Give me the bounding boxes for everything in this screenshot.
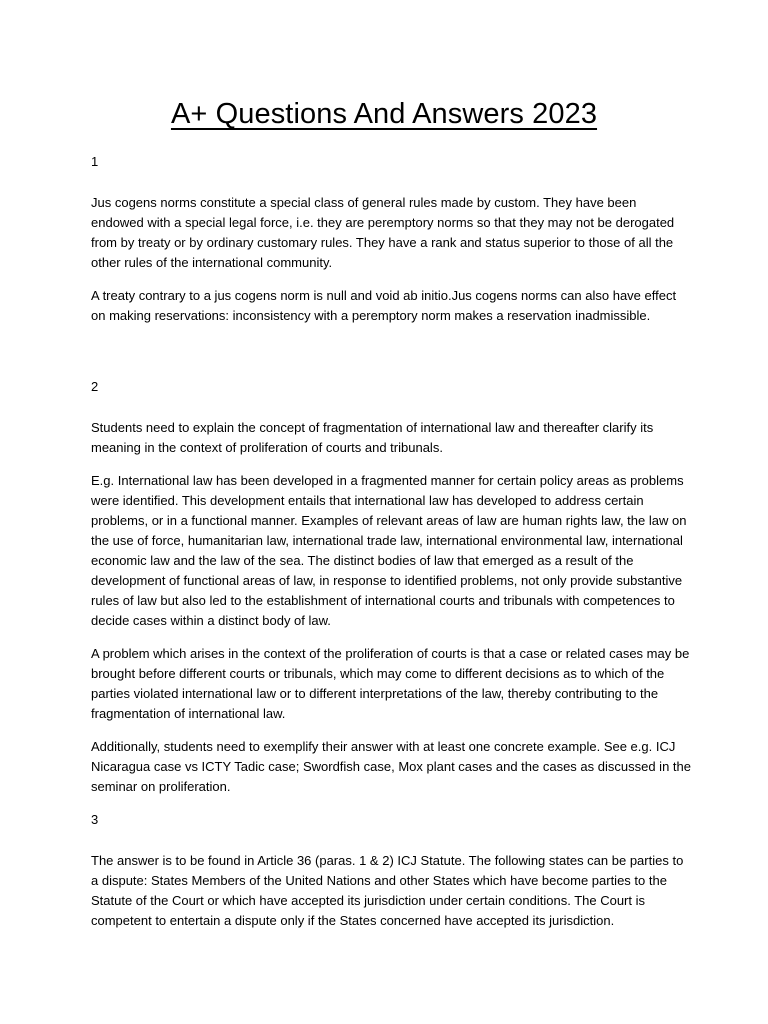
section-number: 2	[91, 379, 99, 394]
document-title-text: A+ Questions And Answers 2023	[170, 98, 598, 130]
section-number: 3	[91, 812, 99, 827]
paragraph: A problem which arises in the context of the proliferation of courts is that a case or related cases may be brought before different courts or tribunals, which may come to different decisions as to which of the parties violated international law or to different interpretations of the law, thereby contributing to the fragmentation of international law.	[91, 646, 690, 721]
document-title	[0, 94, 768, 131]
paragraph: Jus cogens norms constitute a special class of general rules made by custom. They have been endowed with a special legal force, i.e. they are peremptory norms so that they may not be derogated from by treaty or by ordinary customary rules. They have a rank and status superior to those of all the other rules of the international community.	[91, 195, 675, 270]
paragraph: Additionally, students need to exemplify their answer with at least one concrete example. See e.g. ICJ Nicaragua case vs ICTY Tadic case; Swordfish case, Mox plant cases and the cases as discussed in the seminar on proliferation.	[91, 739, 691, 794]
section-1	[91, 152, 691, 326]
section-3	[91, 810, 691, 931]
paragraph: A treaty contrary to a jus cogens norm is null and void ab initio.Jus cogens norms can also have effect on making reservations: inconsistency with a peremptory norm makes a reservation inadmissible.	[91, 288, 677, 323]
section-2	[91, 377, 691, 797]
document-body	[91, 152, 691, 931]
section-number: 1	[91, 154, 99, 169]
paragraph: Students need to explain the concept of fragmentation of international law and thereafter clarify its meaning in the context of proliferation of courts and tribunals.	[91, 420, 654, 455]
paragraph: The answer is to be found in Article 36 (paras. 1 & 2) ICJ Statute. The following states can be parties to a dispute: States Members of the United Nations and other States which have become parties to the Statute of the Court or which have accepted its jurisdiction under certain conditions. The Court is competent to entertain a dispute only if the States concerned have accepted its jurisdiction.	[91, 853, 684, 928]
paragraph: E.g. International law has been developed in a fragmented manner for certain policy areas as problems were identified. This development entails that international law has developed to address certain problems, or in a functional manner. Examples of relevant areas of law are human rights law, the law on the use of force, humanitarian law, international trade law, international environmental law, international economic law and the law of the sea. The distinct bodies of law that emerged as a result of the development of functional areas of law, in response to identified problems, not only provide substantive rules of law but also led to the establishment of international courts and tribunals with competences to decide cases within a distinct body of law.	[91, 473, 687, 628]
